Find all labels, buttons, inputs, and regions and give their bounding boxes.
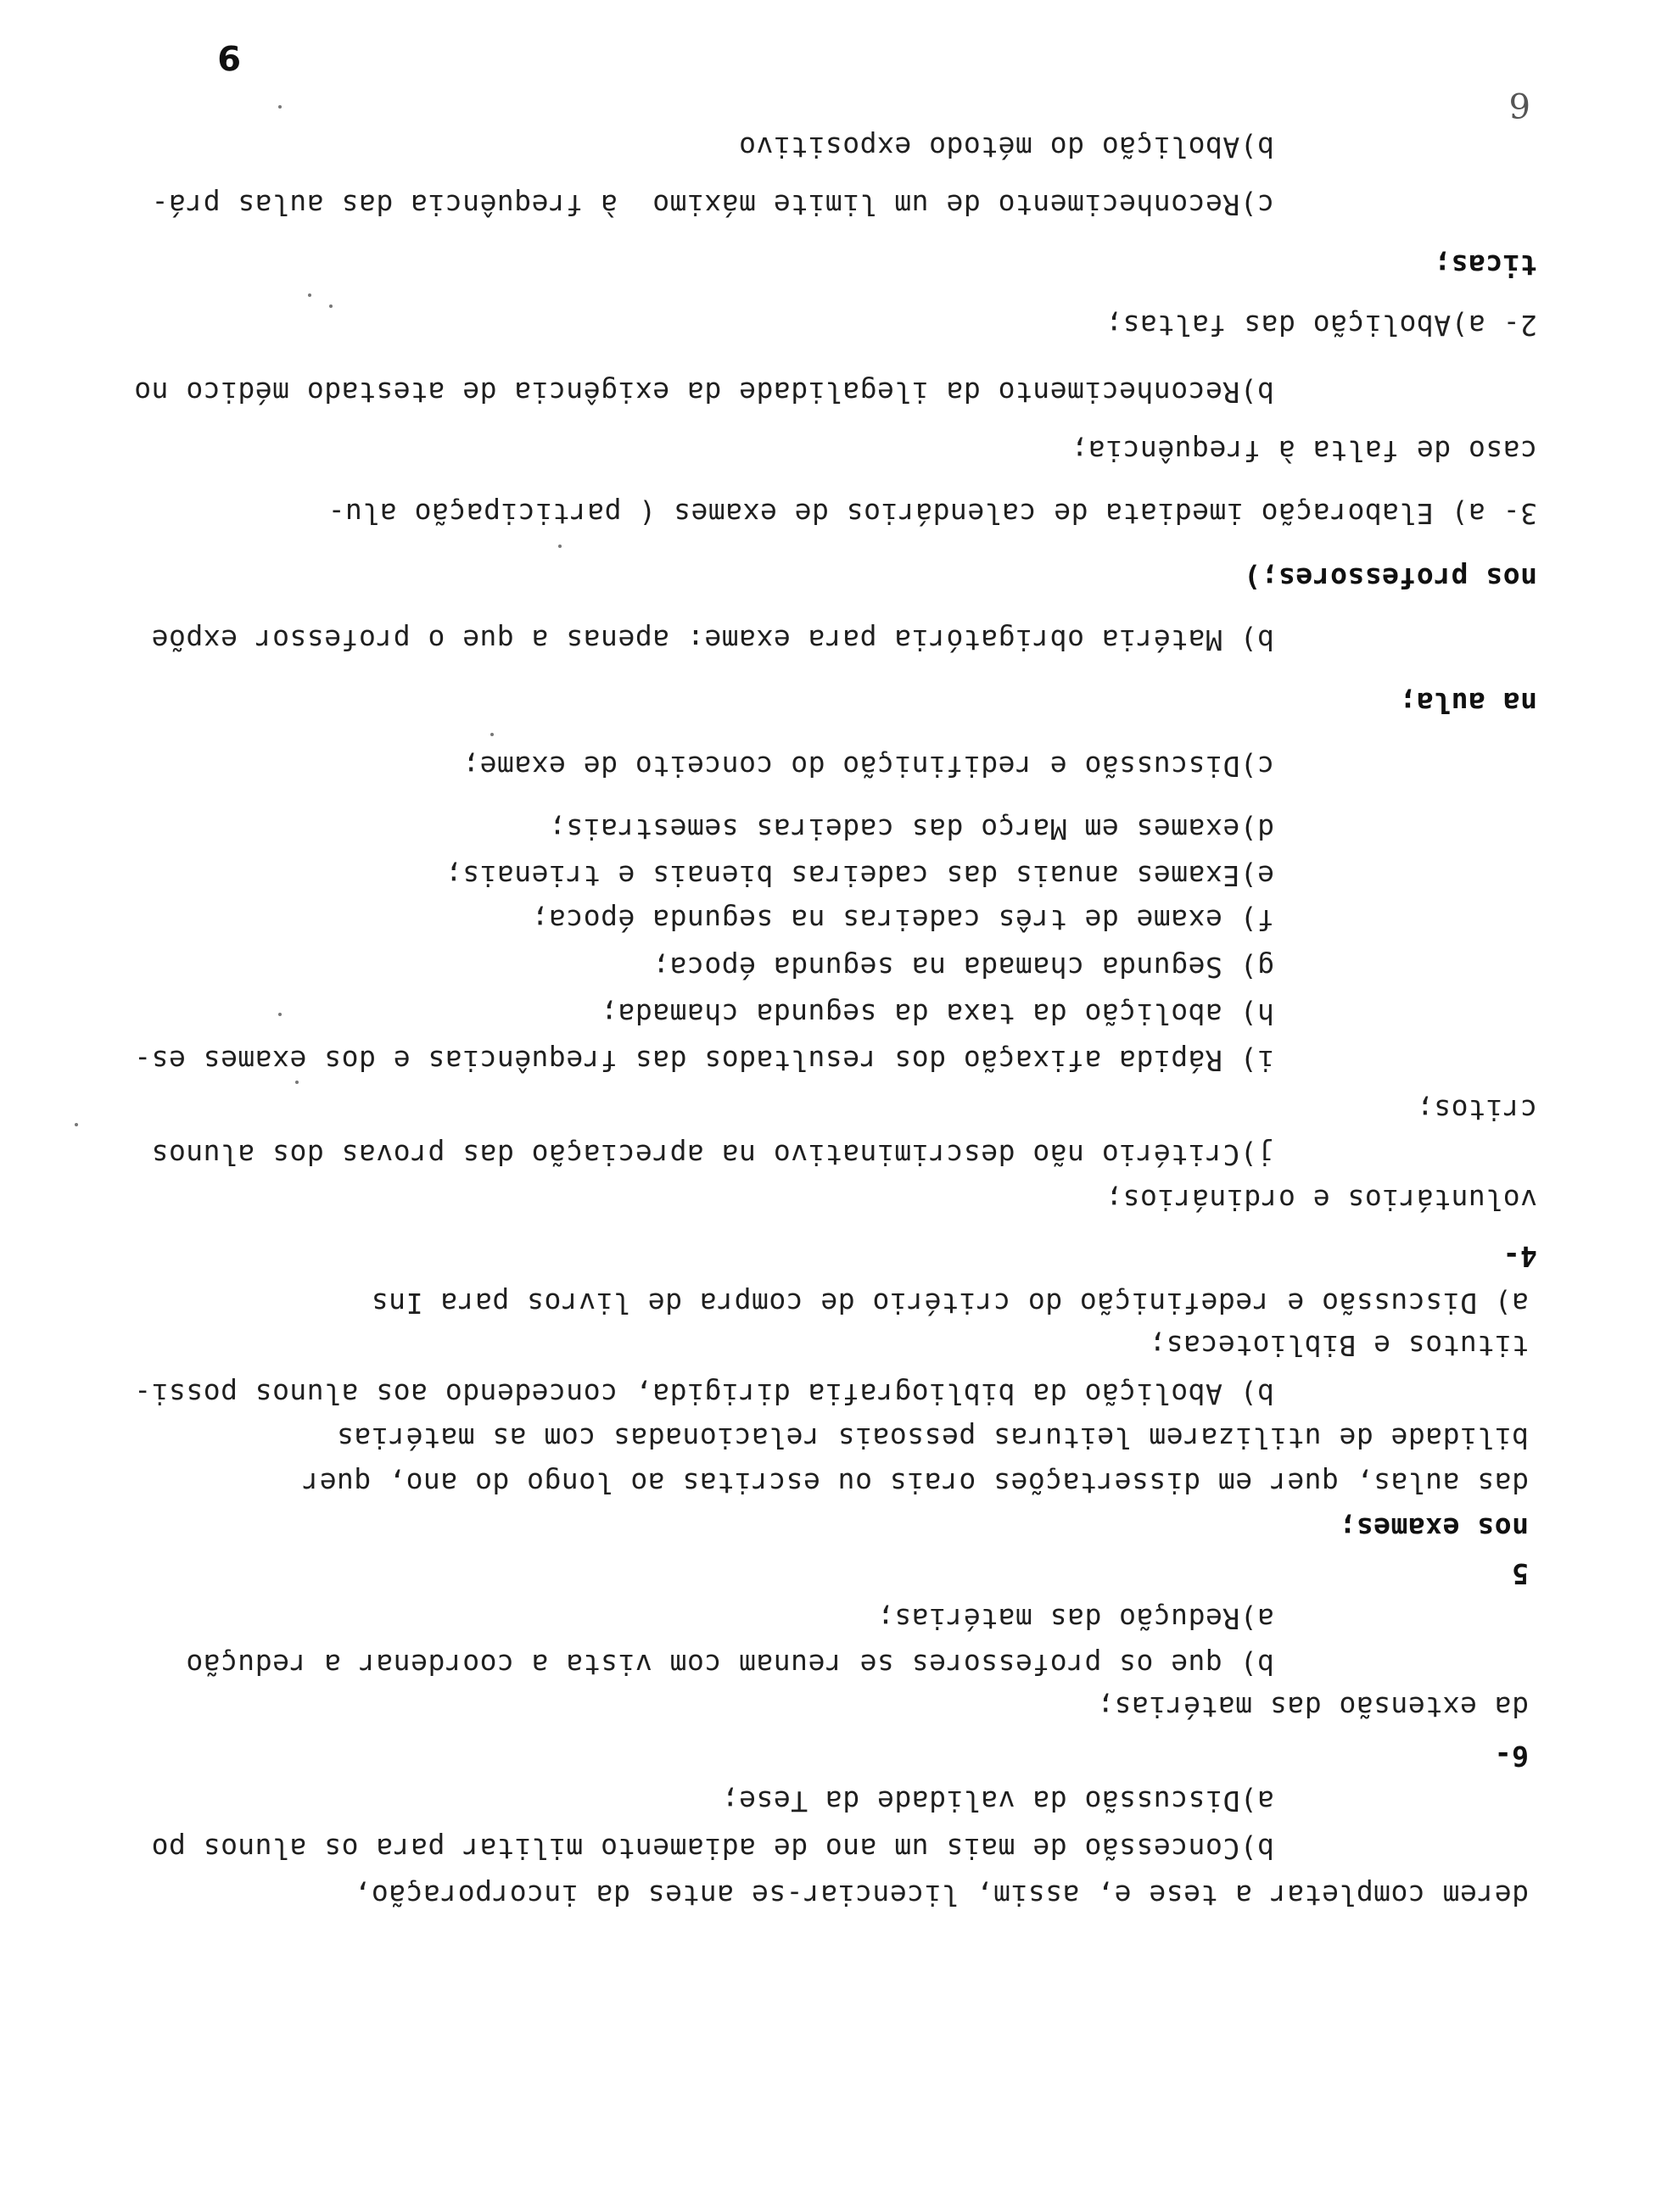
item-3c: c)Discussão e redifinição do conceito de exame; bbox=[462, 750, 1274, 783]
item-3b: b) Matéria obrigatória para exame: apenas a que o professor expõe bbox=[151, 623, 1274, 656]
item-3i: i) Rápida afixação dos resultados das frequências e dos exames es- bbox=[133, 1044, 1274, 1077]
item-3h: h) abolição da taxa da segunda chamada; bbox=[600, 997, 1274, 1031]
item-3a-cont: nos professores;) bbox=[1243, 561, 1537, 595]
page-number: 9 bbox=[217, 37, 241, 76]
scan-speck bbox=[308, 293, 311, 297]
scan-speck bbox=[278, 1013, 282, 1016]
item-5b: b) que os professores se reunam com vista a coordenar a redução bbox=[185, 1648, 1274, 1681]
item-1c-cont: ticas; bbox=[1433, 249, 1537, 282]
item-3e: e)Exames anuais das cadeiras bienais e trienais; bbox=[445, 859, 1274, 892]
scan-speck bbox=[278, 105, 282, 109]
section-5-heading: 5 bbox=[1511, 1557, 1529, 1590]
item-4b-cont-1: bilidade de utilizarem leituras pessoais relacionadas com as matérias bbox=[336, 1422, 1529, 1455]
item-5b-cont: da extensão das matérias; bbox=[1096, 1690, 1529, 1723]
scan-speck bbox=[295, 1081, 299, 1084]
item-6a: a)Discussão da validade da Tese; bbox=[721, 1785, 1274, 1818]
item-6b-cont: derem completar a tese e, assim, licenciar-se antes da incorporação, bbox=[353, 1879, 1529, 1912]
item-3d: d)exames em Março das cadeiras semestrais; bbox=[548, 813, 1274, 846]
item-4b: b) Abolição da bibliografia dirigida, concedendo aos alunos possi- bbox=[133, 1377, 1274, 1410]
item-2b: b)Reconhecimento da ilegalidade da exigência de atestado médico no bbox=[133, 376, 1274, 409]
item-3i-cont: critos; bbox=[1416, 1093, 1537, 1126]
item-4a-cont: titutos e Bibliotecas; bbox=[1148, 1329, 1529, 1362]
item-6b: b)Concessão de mais um ano de adiamento militar para os alunos po bbox=[151, 1832, 1274, 1865]
scan-speck bbox=[75, 1123, 78, 1126]
item-5a: a)Redução das matérias; bbox=[876, 1602, 1274, 1635]
scan-speck bbox=[329, 304, 333, 308]
item-2a: 2- a)Abolição das faltas; bbox=[1105, 309, 1537, 342]
section-4-heading: 4- bbox=[1502, 1240, 1537, 1273]
item-4b-cont-2: das aulas, quer em dissertações orais ou escritas ao longo do ano, quer bbox=[301, 1466, 1529, 1500]
handwritten-page-number: 6 bbox=[1508, 85, 1530, 124]
scan-speck bbox=[490, 733, 494, 736]
item-1c: c)Reconhecimento de um limite máximo à frequência das aulas prá- bbox=[151, 188, 1274, 221]
item-3j-cont: voluntários e ordinários; bbox=[1105, 1183, 1537, 1216]
scan-speck bbox=[558, 545, 562, 548]
item-3f: f) exame de três cadeiras na segunda época; bbox=[531, 903, 1274, 936]
section-6-heading: 6- bbox=[1494, 1740, 1529, 1773]
item-3b-cont: na aula; bbox=[1399, 686, 1537, 719]
item-4a: a) Discussão e redefinição do critério de compra de livros para Ins bbox=[371, 1287, 1529, 1320]
item-2b-cont: caso de falta à frequência; bbox=[1071, 434, 1537, 467]
item-4b-cont-3: nos exames; bbox=[1338, 1511, 1529, 1544]
item-1b: b)Abolição do método expositivo bbox=[738, 131, 1274, 164]
item-3g: g) Segunda chamada na segunda época; bbox=[652, 951, 1274, 984]
item-3a: 3- a) Elaboração imediata de calendários de exames ( participação alu- bbox=[327, 497, 1537, 530]
item-3j: j)Critério não descriminativo na apreciação das provas dos alunos bbox=[151, 1138, 1274, 1171]
